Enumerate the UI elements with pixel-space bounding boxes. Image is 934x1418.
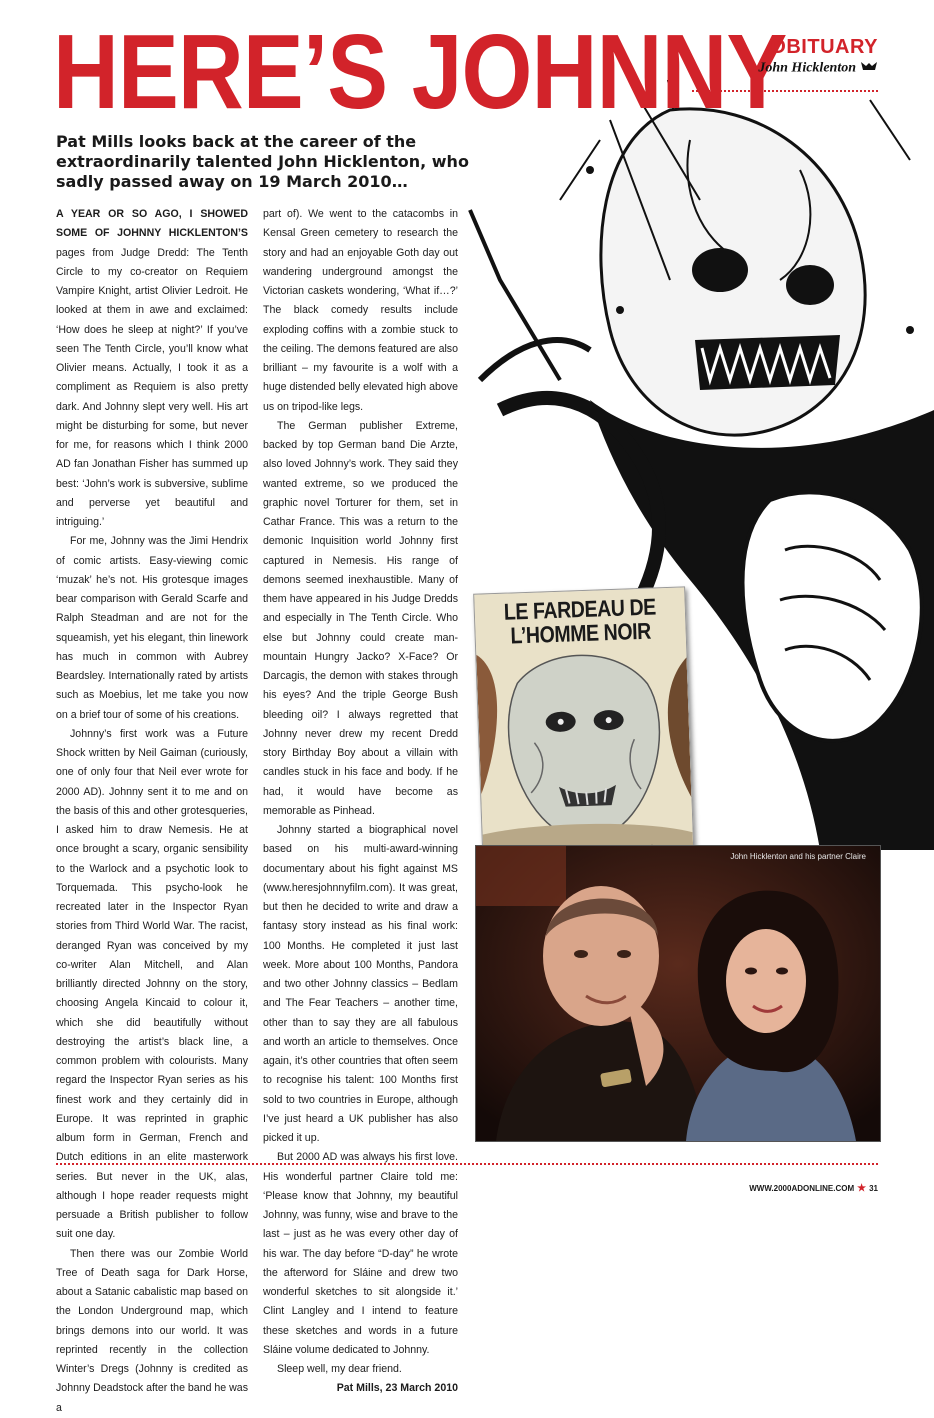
star-icon: ★ (857, 1183, 867, 1194)
poster-image (473, 586, 695, 873)
poster-title-line-1: LE FARDEAU DE (503, 593, 657, 625)
paragraph-text: pages from Judge Dredd: The Tenth Circle to my co-creator on Requiem Vampire Knight, artist Olivier Ledroit. He looked at them in awe and exclaimed: ‘How does he sleep at night?’ If you’ve seen The Tenth Circle, you’ll know what Olivier means. Actually, I took it as a compliment as Requiem is also pretty dark. And Johnny slept very well. His art might be disturbing for some, but never for me, for reasons which I think 2000 AD fan Jonathan Fisher has summed up best: ‘John’s work is subversive, sublime and perverse yet beautiful and intriguing.’ (56, 246, 248, 528)
paragraph: For me, Johnny was the Jimi Hendrix of comic artists. Easy-viewing comic ‘muzak’ he’s not. His grotesque images bear comparison with Gerald Scarfe and Ralph Steadman and are not for the squeamish, yet his elegant, thin linework has much in common with Aubrey Beardsley. Internationally rated by artists such as Moebius, let me take you now on a brief tour of some of his creations. (56, 535, 248, 721)
section-subject-name (758, 60, 878, 77)
footer-url[interactable]: WWW.2000ADONLINE.COM (749, 1184, 855, 1193)
section-title: OBITUARY (770, 36, 878, 58)
paragraph: Johnny started a biographical novel based on his multi-award-winning documentary about his fight against MS (www.heresjohnnyfilm.com). It was great, but then he decided to write and draw a fantasy story instead as his final work: 100 Months. He completed it just last week. More about 100 Months, Pandora and two other Johnny classics – Bedlam and The Fear Teachers – another time, other than to say they are all fabulous and worth an article to themselves. Once again, it’s other countries that often seem to recognise his talent: 100 Months first sold to two countries in Europe, although I’ve just heard a UK publisher has also picked it up. (263, 824, 458, 1144)
couple-photo (476, 846, 880, 1141)
page-number: 31 (869, 1184, 878, 1193)
poster-title-line-2: L’HOMME NOIR (509, 617, 652, 649)
photo-caption: John Hicklenton and his partner Claire (730, 852, 866, 861)
paragraph: Then there was our Zombie World Tree of Death saga for Dark Horse, about a Satanic cabalistic map based on the London Underground map, which brings demons into our world. It was reprinted recently in the collection Winter’s Dregs (Johnny is credited as Johnny Deadstock after the band he was a (56, 1247, 248, 1414)
subject-name: John Hicklenton (758, 60, 856, 76)
standfirst: Pat Mills looks back at the career of the extraordinarily talented John Hicklenton, who sadly passed away on 19 March 2010… (56, 132, 469, 191)
paragraph: Sleep well, my dear friend. (277, 1363, 402, 1375)
bird-icon (860, 60, 878, 77)
couple-photo-image (476, 846, 880, 1141)
paragraph: part of). We went to the catacombs in Kensal Green cemetery to research the story and had an enjoyable Goth day out wandering underground amongst the Victorian caskets wondering, ‘What if…?’ The black comedy results include exploding coffins with a zombie stuck to the ceiling. The demons featured are also brilliant – my favourite is a wolf with a huge distended belly elevated high above us on tripod-like legs. (263, 208, 458, 413)
byline-signoff: Pat Mills, 23 March 2010 (336, 1382, 458, 1395)
paragraph: The German publisher Extreme, backed by top German band Die Arzte, also loved Johnny’s work. They said they wanted extreme, so we produced the graphic novel Torturer for them, set in Cathar France. This was a return to the demonic Inquisition world Johnny first captured in Nemesis. His range of demons seemed inexhaustible. Many of them have appeared in his Judge Dredds and especially in The Tenth Circle. Who else but Johnny could create man-mountain Hungry Jacko? X-Face? Or Darcagis, the demon with stakes through his eyes? And the triple George Bush bleeding oil? I always regretted that Johnny never drew my recent Dredd story Birthday Boy about a villain with candles stuck in his face and body. If he had, it would have become as memorable as Pinhead. (263, 419, 458, 817)
section-tag (758, 36, 878, 77)
paragraph (56, 205, 248, 532)
lead-in: A YEAR OR SO AGO, I SHOWED SOME OF JOHNNY HICKLENTON’S (56, 208, 248, 240)
article-column-1 (56, 205, 248, 1418)
poster-title (490, 594, 670, 648)
paragraph: Johnny’s first work was a Future Shock written by Neil Gaiman (curiously, one of only four that Neil ever wrote for 2000 AD). Johnny sent it to me and on the basis of this and other grotesqueries, I asked him to draw Nemesis. He at once brought a scary, organic sensibility to the Warlock and a psychotic look to Torquemada. This psycho-look he recreated later in the Inspector Ryan stories from Third World War. The racist, deranged Ryan was conceived by my co-writer Alan Mitchell, and Alan brilliantly directed Johnny on the story, choosing Angela Kincaid to colour it, which she did beautifully without destroying the artist’s black line, a common problem with colourists. Many regard the Inspector Ryan series as his finest work and they certainly did in Europe. It was reprinted in graphic album form in German, French and Dutch editions in an elite masterwork series. But never in the UK, alas, although I hope reader requests might persuade a British publisher to follow suit one day. (56, 727, 248, 1241)
headline: HERE’S JOHNNY (53, 13, 787, 131)
article-column-2 (263, 205, 458, 1399)
paragraph: But 2000 AD was always his first love. His wonderful partner Claire told me: ‘Please know that Johnny, my beautiful Johnny, was funny, wise and brave to the last – just as he was every other day of his war. The day before “D-day” he wrote the afterword for Sláine and drew two wonderful sketches to sit alongside it.’ Clint Langley and I intend to feature these sketches and words in a future Sláine volume dedicated to Johnny. (263, 1151, 458, 1356)
page-footer (749, 1183, 878, 1194)
